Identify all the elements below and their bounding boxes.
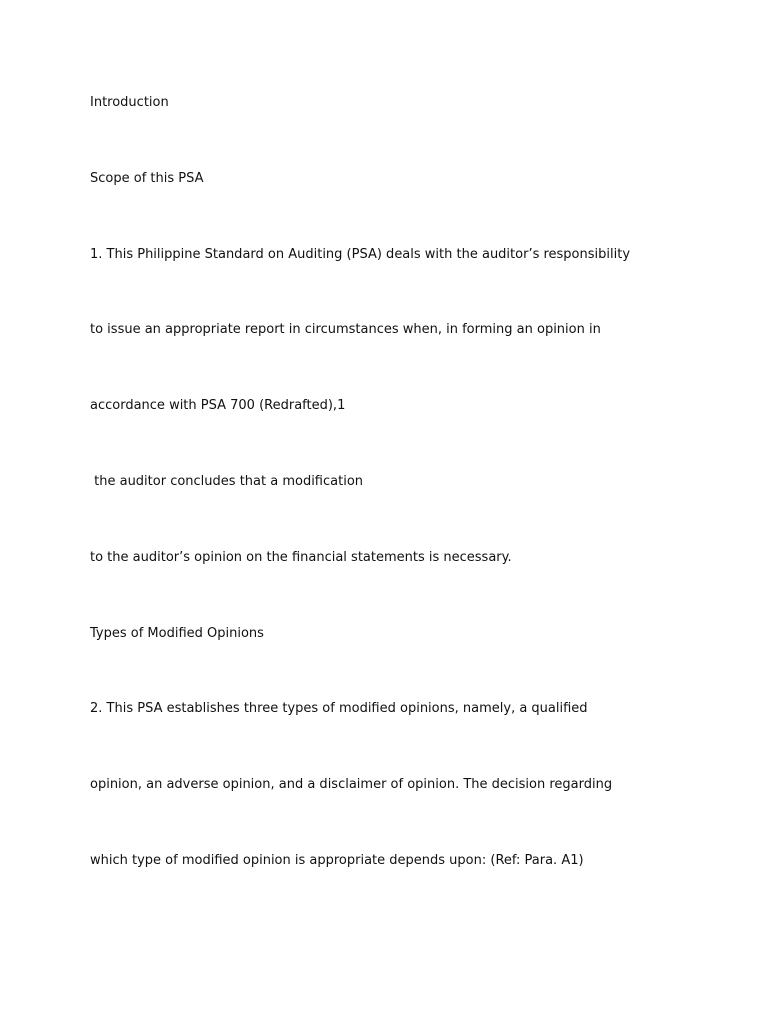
- paragraph-1-line-4: the auditor concludes that a modification: [90, 474, 364, 489]
- paragraph-1-line-3: accordance with PSA 700 (Redrafted),1: [90, 398, 346, 413]
- heading-scope: Scope of this PSA: [90, 171, 204, 186]
- paragraph-1-line-2: to issue an appropriate report in circumstances when, in forming an opinion in: [90, 322, 601, 337]
- heading-introduction: Introduction: [90, 95, 169, 110]
- paragraph-1-line-1: 1. This Philippine Standard on Auditing (PSA) deals with the auditor’s responsibility: [90, 247, 631, 262]
- paragraph-2-line-1: 2. This PSA establishes three types of modified opinions, namely, a qualified: [90, 701, 588, 716]
- paragraph-1-line-5: to the auditor’s opinion on the financial statements is necessary.: [90, 550, 512, 565]
- heading-types: Types of Modified Opinions: [90, 626, 264, 641]
- paragraph-2-line-3: which type of modified opinion is appropriate depends upon: (Ref: Para. A1): [90, 853, 584, 868]
- paragraph-2-line-2: opinion, an adverse opinion, and a disclaimer of opinion. The decision regarding: [90, 777, 613, 792]
